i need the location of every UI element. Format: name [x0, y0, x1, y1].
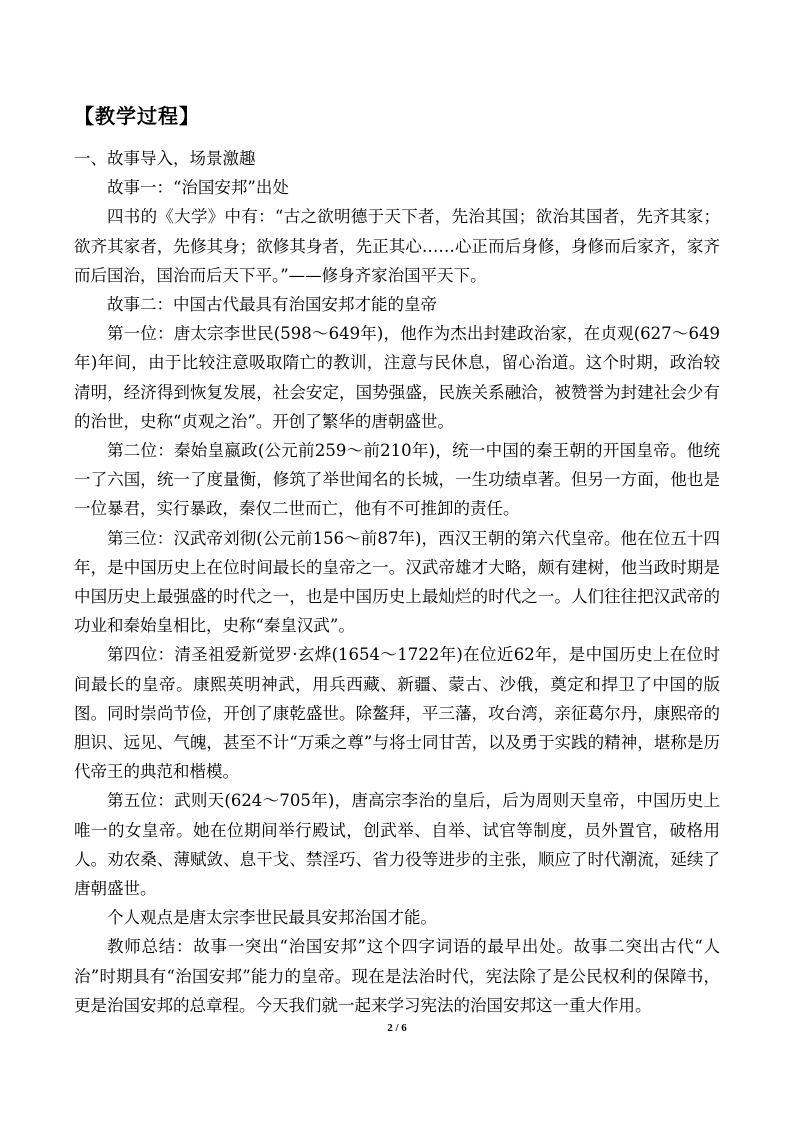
paragraph-heading-story-intro: 一、故事导入，场景激趣 — [74, 149, 256, 168]
paragraph-emperor-fifth: 第五位：武则天(624～705年)，唐高宗李治的皇后，后为周则天皇帝，中国历史上唯一的女皇帝。她在位期间举行殿试，创武举、自举、试官等制度，员外置官，破格用人。劝农桑、薄赋敛、息干戈、禁淫巧、省力役等进步的主张，顺应了时代潮流，延续了唐朝盛世。 — [74, 791, 720, 899]
paragraph-daxue-quote: 四书的《大学》中有：“古之欲明德于天下者，先治其国；欲治其国者，先齐其家；欲齐其家者，先修其身；欲修其身者，先正其心……心正而后身修，身修而后家齐，家齐而后国治，国治而后天下平。”——修身齐家治国平天下。 — [74, 207, 720, 285]
paragraph-story-two-title: 故事二：中国古代最具有治国安邦才能的皇帝 — [107, 295, 437, 315]
paragraph-emperor-third: 第三位：汉武帝刘彻(公元前156～前87年)，西汉王朝的第六代皇帝。他在位五十四年，是中国历史上在位时间最长的皇帝之一。汉武帝雄才大略，颇有建树，他当政时期是中国历史上最强盛的时代之一，也是中国历史上最灿烂的时代之一。人们往往把汉武帝的功业和秦始皇相比，史称“秦皇汉武”。 — [74, 528, 720, 636]
document-body — [74, 144, 720, 1020]
section-title: 【教学过程】 — [74, 104, 200, 128]
paragraph-emperor-second: 第二位：秦始皇嬴政(公元前259～前210年)，统一中国的秦王朝的开国皇帝。他统一了六国，统一了度量衡，修筑了举世闻名的长城，一生功绩卓著。但另一方面，他也是一位暴君，实行暴政，秦仅二世而亡，他有不可推卸的责任。 — [74, 441, 720, 519]
paragraph-teacher-summary: 教师总结：故事一突出“治国安邦”这个四字词语的最早出处。故事二突出古代“人治”时期具有“治国安邦”能力的皇帝。现在是法治时代，宪法除了是公民权利的保障书，更是治国安邦的总章程。今天我们就一起来学习宪法的治国安邦这一重大作用。 — [74, 937, 720, 1015]
page-number: 2 / 6 — [387, 1022, 407, 1034]
paragraph-story-one-title: 故事一：“治国安邦”出处 — [107, 178, 289, 198]
paragraph-emperor-fourth: 第四位：清圣祖爱新觉罗·玄烨(1654～1722年)在位近62年，是中国历史上在位时间最长的皇帝。康熙英明神武，用兵西藏、新疆、蒙古、沙俄，奠定和捍卫了中国的版图。同时崇尚节俭，开创了康乾盛世。除鳌拜，平三藩，攻台湾，亲征葛尔丹，康熙帝的胆识、远见、气魄，甚至不计“万乘之尊”与将士同甘苦，以及勇于实践的精神，堪称是历代帝王的典范和楷模。 — [74, 645, 720, 782]
paragraph-emperor-first: 第一位：唐太宗李世民(598～649年)，他作为杰出封建政治家，在贞观(627～649年)年间，由于比较注意吸取隋亡的教训，注意与民休息，留心治道。这个时期，政治较清明，经济得到恢复发展，社会安定，国势强盛，民族关系融洽，被赞誉为封建社会少有的治世，史称“贞观之治”。开创了繁华的唐朝盛世。 — [74, 324, 720, 431]
paragraph-personal-view: 个人观点是唐太宗李世民最具安邦治国才能。 — [107, 908, 437, 928]
